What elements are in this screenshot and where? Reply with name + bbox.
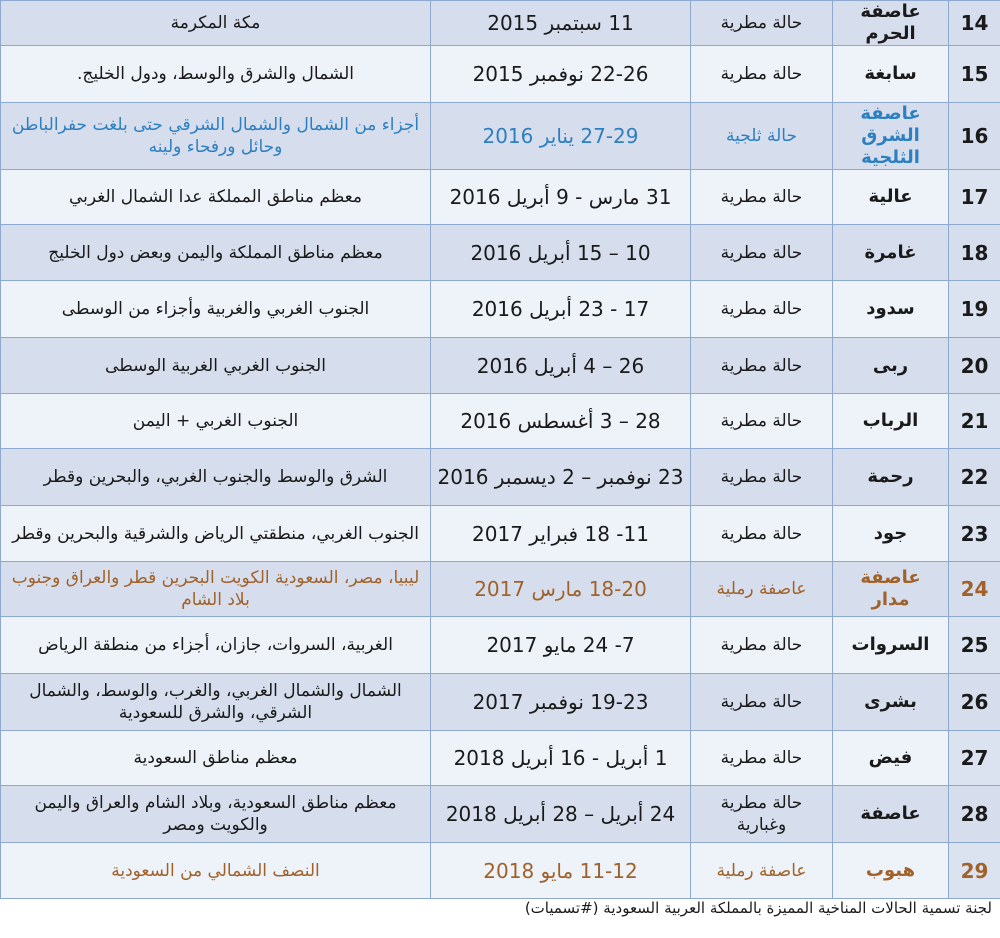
event-date: 11-12 مايو 2018 xyxy=(431,843,691,899)
event-area: مكة المكرمة xyxy=(1,1,431,46)
row-number: 23 xyxy=(949,506,1000,562)
table-row xyxy=(1,506,1000,562)
event-name: هبوب xyxy=(833,843,949,899)
table-row xyxy=(1,338,1000,394)
event-name: سدود xyxy=(833,281,949,338)
event-type: حالة مطرية xyxy=(691,46,833,103)
event-name: رحمة xyxy=(833,449,949,506)
row-number: 14 xyxy=(949,1,1000,46)
event-name: سابغة xyxy=(833,46,949,103)
row-number: 21 xyxy=(949,394,1000,449)
event-type: حالة مطرية xyxy=(691,225,833,281)
event-area: الغربية، السروات، جازان، أجزاء من منطقة الرياض xyxy=(1,617,431,674)
table-row xyxy=(1,843,1000,899)
table-row xyxy=(1,562,1000,617)
table-row xyxy=(1,46,1000,103)
event-type: حالة مطرية xyxy=(691,338,833,394)
event-name: فيض xyxy=(833,731,949,786)
event-name: عاصفة xyxy=(833,786,949,843)
table-caption: لجنة تسمية الحالات المناخية المميزة بالمملكة العربية السعودية (#تسميات) xyxy=(524,899,992,917)
event-date: 27-29 يناير 2016 xyxy=(431,103,691,170)
event-type: حالة مطرية xyxy=(691,1,833,46)
table-row xyxy=(1,225,1000,281)
row-number: 15 xyxy=(949,46,1000,103)
event-date: 22-26 نوفمبر 2015 xyxy=(431,46,691,103)
event-date: 1 أبريل - 16 أبريل 2018 xyxy=(431,731,691,786)
event-name: بشرى xyxy=(833,674,949,731)
event-area: النصف الشمالي من السعودية xyxy=(1,843,431,899)
row-number: 29 xyxy=(949,843,1000,899)
event-type: حالة مطرية وغبارية xyxy=(691,786,833,843)
row-number: 27 xyxy=(949,731,1000,786)
row-number: 19 xyxy=(949,281,1000,338)
event-date: 23 نوفمبر – 2 ديسمبر 2016 xyxy=(431,449,691,506)
event-type: حالة مطرية xyxy=(691,674,833,731)
event-name: عاصفة الحرم xyxy=(833,1,949,46)
event-date: 31 مارس - 9 أبريل 2016 xyxy=(431,170,691,225)
event-area: الجنوب الغربي + اليمن xyxy=(1,394,431,449)
table-row xyxy=(1,394,1000,449)
table-row xyxy=(1,103,1000,170)
event-date: 28 – 3 أغسطس 2016 xyxy=(431,394,691,449)
table-row xyxy=(1,170,1000,225)
event-area: الجنوب الغربي الغربية الوسطى xyxy=(1,338,431,394)
event-area: الجنوب الغربي والغربية وأجزاء من الوسطى xyxy=(1,281,431,338)
table-row xyxy=(1,1,1000,46)
event-area: معظم مناطق المملكة واليمن وبعض دول الخليج xyxy=(1,225,431,281)
row-number: 24 xyxy=(949,562,1000,617)
row-number: 28 xyxy=(949,786,1000,843)
event-type: حالة مطرية xyxy=(691,506,833,562)
event-date: 17 - 23 أبريل 2016 xyxy=(431,281,691,338)
table-row xyxy=(1,617,1000,674)
event-area: معظم مناطق المملكة عدا الشمال الغربي xyxy=(1,170,431,225)
event-type: حالة مطرية xyxy=(691,394,833,449)
event-area: الشمال والشمال الغربي، والغرب، والوسط، والشمال الشرقي، والشرق للسعودية xyxy=(1,674,431,731)
event-name: جود xyxy=(833,506,949,562)
event-area: معظم مناطق السعودية xyxy=(1,731,431,786)
event-date: 7- 24 مايو 2017 xyxy=(431,617,691,674)
row-number: 22 xyxy=(949,449,1000,506)
table-row xyxy=(1,674,1000,731)
event-type: حالة مطرية xyxy=(691,731,833,786)
event-type: حالة مطرية xyxy=(691,449,833,506)
event-date: 11- 18 فبراير 2017 xyxy=(431,506,691,562)
event-area: معظم مناطق السعودية، وبلاد الشام والعراق واليمن والكويت ومصر xyxy=(1,786,431,843)
event-date: 26 – 4 أبريل 2016 xyxy=(431,338,691,394)
event-name: عاصفة مدار xyxy=(833,562,949,617)
event-type: حالة مطرية xyxy=(691,281,833,338)
row-number: 16 xyxy=(949,103,1000,170)
row-number: 26 xyxy=(949,674,1000,731)
event-date: 10 – 15 أبريل 2016 xyxy=(431,225,691,281)
event-type: عاصفة رملية xyxy=(691,562,833,617)
event-name: عالية xyxy=(833,170,949,225)
table-row xyxy=(1,281,1000,338)
event-type: عاصفة رملية xyxy=(691,843,833,899)
event-name: الرباب xyxy=(833,394,949,449)
event-area: الشرق والوسط والجنوب الغربي، والبحرين وقطر xyxy=(1,449,431,506)
table-row xyxy=(1,786,1000,843)
event-name: عاصفة الشرق الثلجية xyxy=(833,103,949,170)
event-area: الجنوب الغربي، منطقتي الرياض والشرقية والبحرين وقطر xyxy=(1,506,431,562)
row-number: 18 xyxy=(949,225,1000,281)
event-date: 18-20 مارس 2017 xyxy=(431,562,691,617)
event-name: ربى xyxy=(833,338,949,394)
row-number: 25 xyxy=(949,617,1000,674)
event-type: حالة مطرية xyxy=(691,617,833,674)
table-row xyxy=(1,731,1000,786)
event-area: ليبيا، مصر، السعودية الكويت البحرين قطر والعراق وجنوب بلاد الشام xyxy=(1,562,431,617)
event-date: 11 سبتمبر 2015 xyxy=(431,1,691,46)
event-area: الشمال والشرق والوسط، ودول الخليج. xyxy=(1,46,431,103)
table-body xyxy=(1,1,1000,899)
event-type: حالة ثلجية xyxy=(691,103,833,170)
row-number: 20 xyxy=(949,338,1000,394)
event-name: السروات xyxy=(833,617,949,674)
table-row xyxy=(1,449,1000,506)
event-date: 19-23 نوفمبر 2017 xyxy=(431,674,691,731)
event-date: 24 أبريل – 28 أبريل 2018 xyxy=(431,786,691,843)
event-name: غامرة xyxy=(833,225,949,281)
event-area: أجزاء من الشمال والشمال الشرقي حتى بلغت حفرالباطن وحائل ورفحاء ولينه xyxy=(1,103,431,170)
event-type: حالة مطرية xyxy=(691,170,833,225)
row-number: 17 xyxy=(949,170,1000,225)
